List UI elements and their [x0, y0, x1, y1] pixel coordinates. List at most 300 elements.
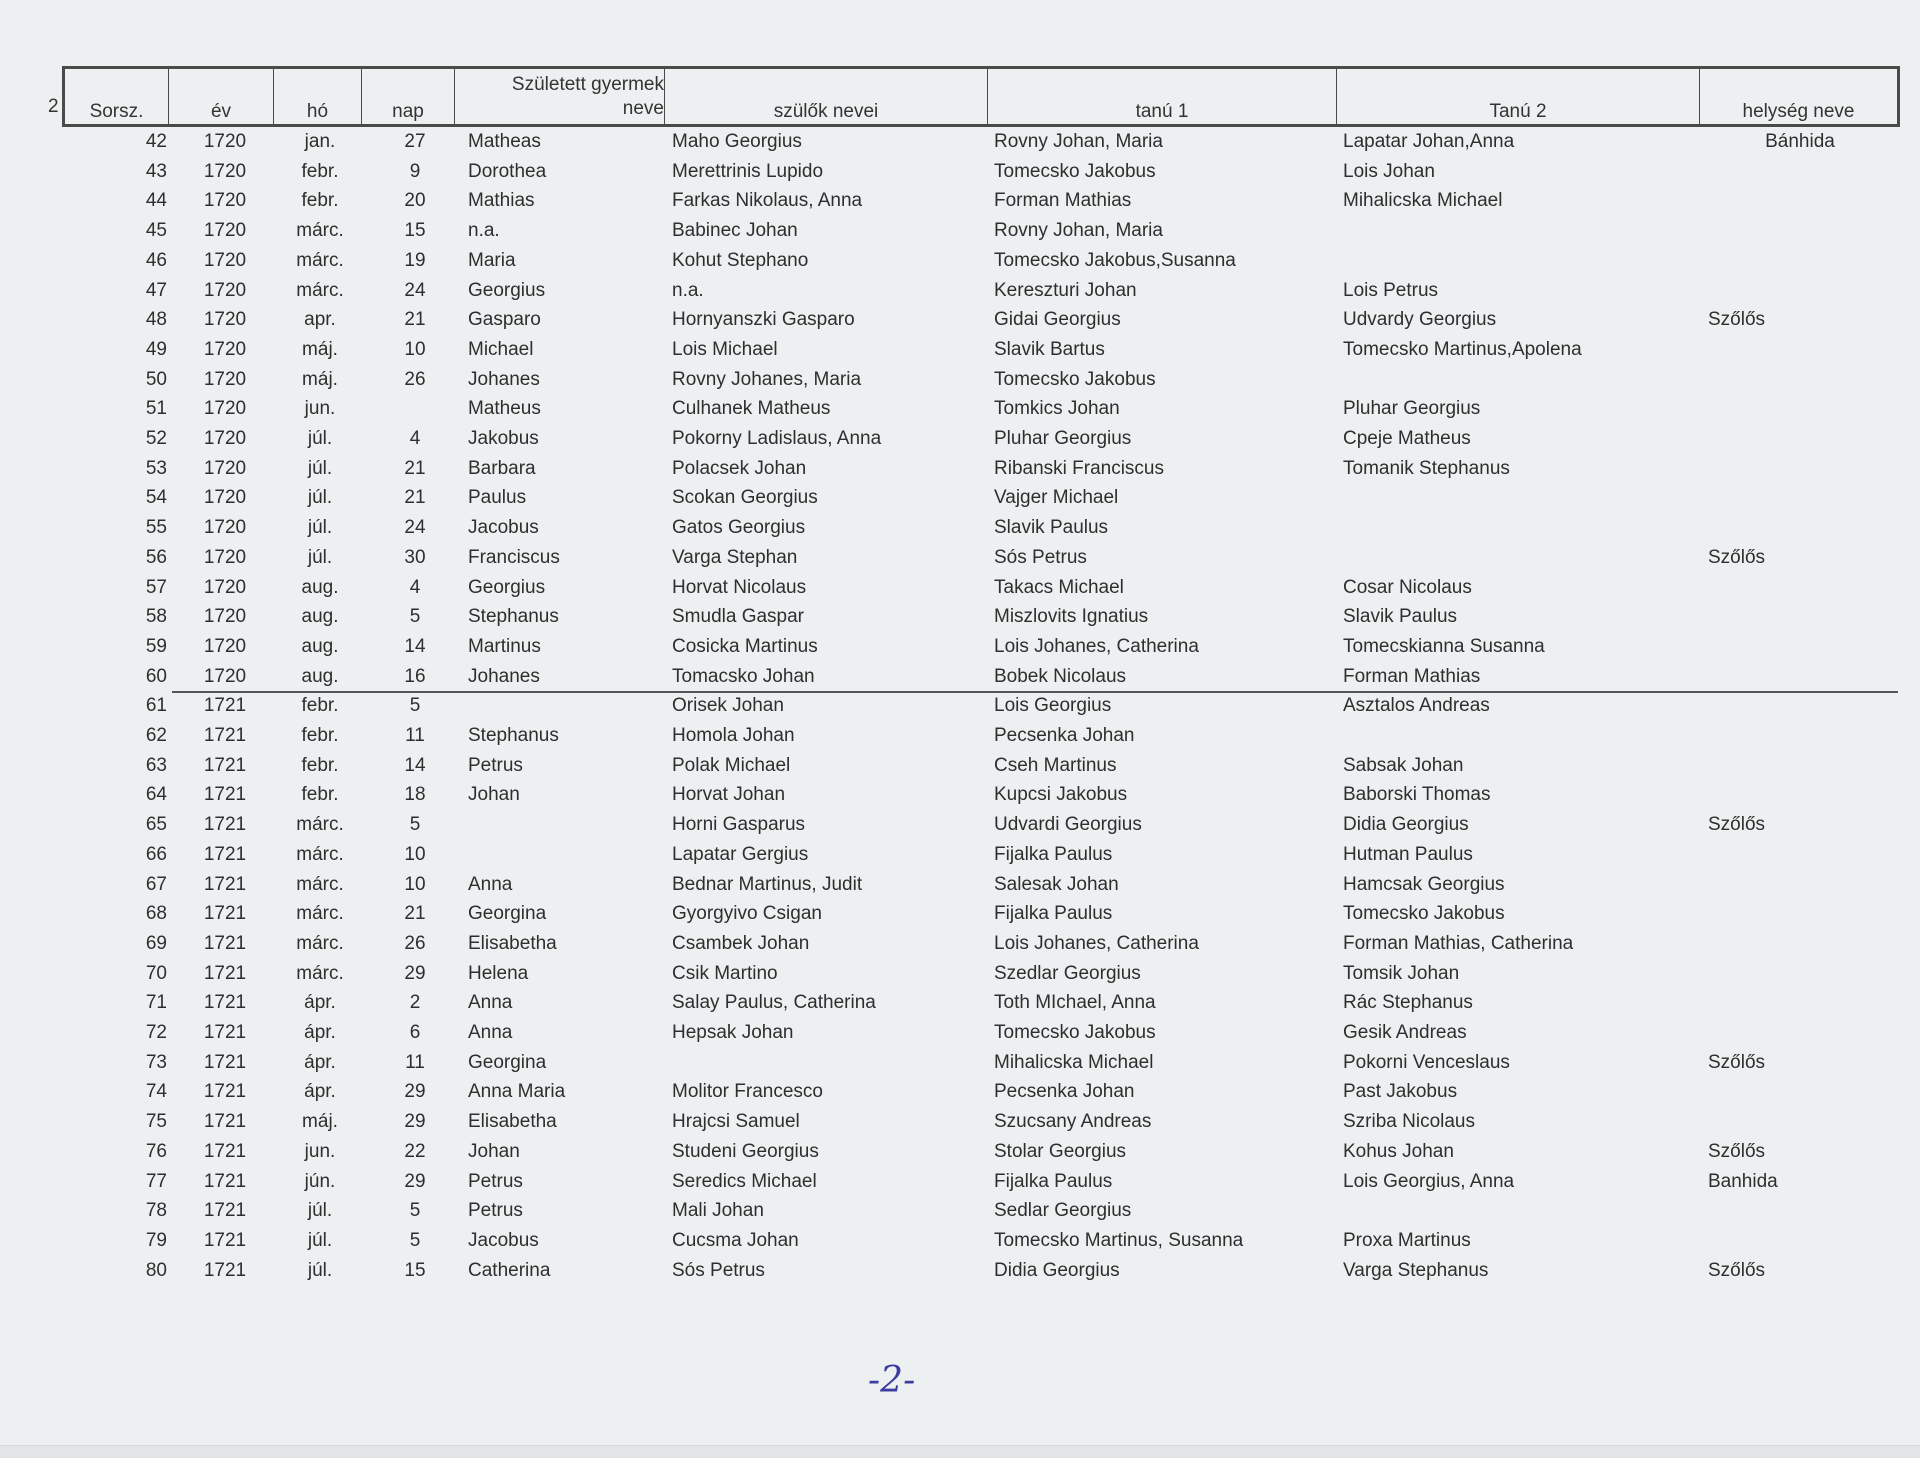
row-witness2: Varga Stephanus — [1343, 1259, 1489, 1281]
row-child-name: Michael — [468, 338, 534, 360]
row-month: jún. — [304, 1170, 336, 1192]
row-day: 29 — [404, 1081, 426, 1103]
row-number: 47 — [145, 279, 167, 301]
row-number: 63 — [145, 754, 167, 776]
row-month: márc. — [296, 220, 344, 242]
row-witness1: Tomecsko Jakobus — [994, 1022, 1156, 1043]
row-parents: Horni Gasparus — [672, 814, 806, 836]
row-day: 18 — [404, 784, 426, 806]
row-witness1: Slavik Bartus — [994, 338, 1105, 360]
row-child-name: Jakobus — [468, 428, 539, 449]
row-child-name: Catherina — [468, 1259, 551, 1281]
row-number: 61 — [145, 695, 167, 717]
row-number: 76 — [145, 1140, 167, 1162]
row-day: 6 — [409, 1022, 421, 1043]
row-child-name: Petrus — [468, 754, 523, 776]
header-witness2: Tanú 2 — [1337, 69, 1700, 124]
row-witness2: Pluhar Georgius — [1343, 398, 1481, 420]
row-parents: Polak Michael — [672, 754, 791, 776]
row-child-name: Johanes — [468, 368, 540, 390]
row-year: 1720 — [203, 517, 247, 539]
row-place: Bánhida — [1765, 131, 1835, 152]
row-parents: Lapatar Gergius — [672, 843, 809, 865]
table-row — [0, 483, 1920, 513]
row-month: márc. — [296, 903, 344, 925]
table-row — [0, 513, 1920, 543]
row-day: 24 — [404, 517, 426, 539]
scan-edge — [0, 1445, 1920, 1458]
row-child-name: Anna Maria — [468, 1081, 566, 1103]
row-day: 5 — [409, 1229, 421, 1251]
row-parents: Hepsak Johan — [672, 1022, 794, 1043]
row-child-name: Dorothea — [468, 160, 547, 182]
row-child-name: Anna — [468, 992, 513, 1014]
row-parents: Polacsek Johan — [672, 457, 807, 479]
row-place: Szőlős — [1708, 309, 1766, 331]
row-child-name: Helena — [468, 962, 529, 984]
row-number: 69 — [145, 932, 167, 954]
table-row — [0, 1107, 1920, 1137]
row-year: 1721 — [203, 695, 247, 717]
row-year: 1721 — [203, 932, 247, 954]
row-year: 1721 — [203, 1111, 247, 1133]
table-row — [0, 424, 1920, 454]
row-place: Banhida — [1708, 1170, 1778, 1192]
row-witness2: Tomanik Stephanus — [1343, 457, 1510, 479]
row-month: márc. — [296, 932, 344, 954]
row-day: 5 — [409, 695, 421, 717]
row-month: ápr. — [304, 992, 336, 1014]
row-place: Szőlős — [1708, 546, 1766, 568]
table-row — [0, 1256, 1920, 1286]
row-parents: Horvat Nicolaus — [672, 576, 807, 598]
row-witness1: Salesak Johan — [994, 873, 1119, 895]
row-witness2: Tomecsko Martinus,Apolena — [1343, 338, 1582, 360]
row-witness1: Lois Johanes, Catherina — [994, 932, 1199, 954]
row-month: márc. — [296, 249, 344, 271]
row-witness1: Fijalka Paulus — [994, 843, 1113, 865]
table-row — [0, 780, 1920, 810]
row-witness1: Tomecsko Jakobus,Susanna — [994, 249, 1236, 271]
row-parents: Molitor Francesco — [672, 1081, 823, 1103]
table-row — [0, 127, 1920, 157]
row-year: 1721 — [203, 843, 247, 865]
row-number: 42 — [145, 131, 167, 152]
table-header — [62, 66, 1900, 127]
row-year: 1720 — [203, 635, 247, 657]
table-row — [0, 1077, 1920, 1107]
row-day: 20 — [404, 190, 426, 212]
row-number: 70 — [145, 962, 167, 984]
table-row — [0, 216, 1920, 246]
row-month: aug. — [301, 665, 339, 687]
row-witness2: Lois Petrus — [1343, 279, 1439, 301]
table-row — [0, 186, 1920, 216]
table-row — [0, 870, 1920, 900]
row-year: 1721 — [203, 754, 247, 776]
row-day: 30 — [404, 546, 426, 568]
row-month: jun. — [304, 1140, 336, 1162]
row-number: 59 — [145, 635, 167, 657]
header-child-line1: Született gyermek — [511, 73, 664, 95]
row-witness1: Rovny Johan, Maria — [994, 131, 1163, 152]
row-year: 1720 — [203, 665, 247, 687]
table-row — [0, 1167, 1920, 1197]
row-day: 29 — [404, 1111, 426, 1133]
row-number: 57 — [145, 576, 167, 598]
row-year: 1720 — [203, 160, 247, 182]
row-year: 1720 — [203, 428, 247, 449]
row-child-name: Johanes — [468, 665, 540, 687]
row-year: 1721 — [203, 992, 247, 1014]
row-number: 64 — [145, 784, 167, 806]
row-month: febr. — [301, 190, 339, 212]
row-witness1: Tomecsko Martinus, Susanna — [994, 1229, 1244, 1251]
row-number: 44 — [145, 190, 167, 212]
row-witness1: Lois Johanes, Catherina — [994, 635, 1199, 657]
row-parents: Csambek Johan — [672, 932, 810, 954]
row-witness1: Tomecsko Jakobus — [994, 368, 1156, 390]
row-day: 11 — [405, 725, 425, 746]
row-parents: Rovny Johanes, Maria — [672, 368, 862, 390]
row-day: 5 — [409, 814, 421, 836]
row-year: 1721 — [203, 1170, 247, 1192]
header-nap: nap — [362, 69, 455, 124]
row-child-name: Elisabetha — [468, 1111, 557, 1133]
row-number: 60 — [145, 665, 167, 687]
row-number: 43 — [145, 160, 167, 182]
table-row — [0, 1137, 1920, 1167]
table-row — [0, 988, 1920, 1018]
row-month: júl. — [307, 1200, 333, 1222]
row-witness1: Fijalka Paulus — [994, 903, 1113, 925]
row-witness1: Forman Mathias — [994, 190, 1132, 212]
row-witness1: Slavik Paulus — [994, 517, 1109, 539]
row-number: 54 — [145, 487, 167, 509]
row-number: 45 — [145, 220, 167, 242]
row-day: 15 — [404, 1259, 426, 1281]
row-witness1: Sedlar Georgius — [994, 1200, 1132, 1222]
row-witness2: Tomsik Johan — [1343, 962, 1460, 984]
row-year: 1720 — [203, 131, 247, 152]
row-child-name: Anna — [468, 1022, 513, 1043]
row-witness2: Kohus Johan — [1343, 1140, 1454, 1162]
table-row — [0, 543, 1920, 573]
row-year: 1720 — [203, 249, 247, 271]
row-number: 74 — [145, 1081, 167, 1103]
row-child-name: Johan — [468, 784, 520, 806]
row-witness2: Cosar Nicolaus — [1343, 576, 1472, 598]
row-parents: Mali Johan — [672, 1200, 764, 1222]
row-child-name: Gasparo — [468, 309, 541, 331]
row-witness1: Didia Georgius — [994, 1259, 1120, 1281]
row-month: febr. — [301, 725, 339, 746]
year-separator-line — [172, 691, 1898, 693]
table-row — [0, 335, 1920, 365]
row-day: 10 — [404, 843, 426, 865]
row-year: 1721 — [203, 1022, 247, 1043]
row-day: 29 — [404, 962, 426, 984]
row-day: 26 — [404, 932, 426, 954]
handwritten-page-number: -2- — [868, 1360, 916, 1401]
table-row — [0, 1196, 1920, 1226]
row-day: 4 — [409, 428, 421, 449]
row-year: 1720 — [203, 487, 247, 509]
row-child-name: Paulus — [468, 487, 527, 509]
row-year: 1721 — [203, 1140, 247, 1162]
row-child-name: Maria — [468, 249, 516, 271]
row-child-name: Mathias — [468, 190, 535, 212]
row-number: 79 — [145, 1229, 167, 1251]
row-parents: Orisek Johan — [672, 695, 784, 717]
row-witness1: Kereszturi Johan — [994, 279, 1137, 301]
row-month: ápr. — [304, 1022, 336, 1043]
table-row — [0, 840, 1920, 870]
row-number: 51 — [145, 398, 167, 420]
row-year: 1720 — [203, 368, 247, 390]
row-parents: Pokorny Ladislaus, Anna — [672, 428, 882, 449]
row-child-name: Georgina — [468, 1051, 547, 1073]
row-witness2: Udvardy Georgius — [1343, 309, 1497, 331]
table-row — [0, 751, 1920, 781]
row-witness2: Baborski Thomas — [1343, 784, 1491, 806]
row-witness2: Lois Johan — [1343, 160, 1435, 182]
row-day: 22 — [404, 1140, 426, 1162]
row-day: 26 — [404, 368, 426, 390]
row-year: 1720 — [203, 338, 247, 360]
row-month: aug. — [301, 576, 339, 598]
row-month: febr. — [301, 160, 339, 182]
row-year: 1721 — [203, 1259, 247, 1281]
sheet-number: 2 — [48, 96, 59, 117]
row-place: Szőlős — [1708, 1259, 1766, 1281]
row-witness1: Stolar Georgius — [994, 1140, 1127, 1162]
row-witness1: Sós Petrus — [994, 546, 1087, 568]
table-row — [0, 365, 1920, 395]
row-parents: Gyorgyivo Csigan — [672, 903, 822, 925]
row-witness1: Pecsenka Johan — [994, 725, 1135, 746]
row-child-name: Johan — [468, 1140, 520, 1162]
header-child — [455, 69, 665, 124]
row-parents: Farkas Nikolaus, Anna — [672, 190, 863, 212]
row-witness2: Mihalicska Michael — [1343, 190, 1503, 212]
table-row — [0, 721, 1920, 751]
row-day: 29 — [404, 1170, 426, 1192]
row-day: 27 — [404, 131, 426, 152]
row-witness2: Lois Georgius, Anna — [1343, 1170, 1515, 1192]
row-witness1: Udvardi Georgius — [994, 814, 1142, 836]
table-row — [0, 246, 1920, 276]
row-child-name: Anna — [468, 873, 513, 895]
row-witness1: Pecsenka Johan — [994, 1081, 1135, 1103]
row-month: ápr. — [304, 1081, 336, 1103]
header-ho: hó — [274, 69, 362, 124]
row-month: máj. — [302, 368, 338, 390]
row-number: 50 — [145, 368, 167, 390]
row-year: 1721 — [203, 1200, 247, 1222]
row-year: 1721 — [203, 903, 247, 925]
row-place: Szőlős — [1708, 814, 1766, 836]
row-parents: Kohut Stephano — [672, 249, 809, 271]
row-month: júl. — [307, 457, 333, 479]
header-parents: szülők nevei — [665, 69, 988, 124]
table-row — [0, 1226, 1920, 1256]
row-witness1: Vajger Michael — [994, 487, 1119, 509]
row-witness1: Cseh Martinus — [994, 754, 1117, 776]
row-parents: Varga Stephan — [672, 546, 798, 568]
row-number: 56 — [145, 546, 167, 568]
row-month: ápr. — [304, 1051, 336, 1073]
row-month: febr. — [301, 784, 339, 806]
row-year: 1721 — [203, 814, 247, 836]
table-row — [0, 810, 1920, 840]
row-year: 1721 — [203, 784, 247, 806]
row-day: 21 — [404, 309, 426, 331]
header-sorsz: Sorsz. — [65, 69, 169, 124]
row-month: márc. — [296, 279, 344, 301]
row-year: 1720 — [203, 398, 247, 420]
row-number: 58 — [145, 606, 167, 628]
row-parents: Lois Michael — [672, 338, 778, 360]
row-child-name: Elisabetha — [468, 932, 557, 954]
table-row — [0, 573, 1920, 603]
table-row — [0, 1018, 1920, 1048]
row-day: 2 — [409, 992, 421, 1014]
row-witness1: Ribanski Franciscus — [994, 457, 1164, 479]
row-month: júl. — [307, 1259, 333, 1281]
row-witness2: Hamcsak Georgius — [1343, 873, 1505, 895]
row-month: máj. — [302, 338, 338, 360]
row-child-name: Matheus — [468, 398, 541, 420]
header-place: helység neve — [1742, 101, 1855, 122]
table-row — [0, 305, 1920, 335]
row-day: 21 — [404, 903, 426, 925]
table-row — [0, 394, 1920, 424]
row-witness1: Pluhar Georgius — [994, 428, 1132, 449]
row-witness2: Tomecskianna Susanna — [1343, 635, 1545, 657]
row-number: 66 — [145, 843, 167, 865]
row-number: 53 — [145, 457, 167, 479]
row-parents: n.a. — [672, 279, 704, 301]
row-year: 1720 — [203, 546, 247, 568]
row-day: 10 — [404, 338, 426, 360]
row-child-name: Georgina — [468, 903, 547, 925]
row-number: 46 — [145, 249, 167, 271]
row-witness1: Szucsany Andreas — [994, 1111, 1152, 1133]
row-parents: Salay Paulus, Catherina — [672, 992, 876, 1014]
row-month: jun. — [304, 398, 336, 420]
row-month: máj. — [302, 1111, 338, 1133]
row-witness1: Miszlovits Ignatius — [994, 606, 1149, 628]
row-number: 68 — [145, 903, 167, 925]
row-witness1: Szedlar Georgius — [994, 962, 1141, 984]
row-year: 1720 — [203, 279, 247, 301]
row-witness1: Toth MIchael, Anna — [994, 992, 1156, 1014]
row-parents: Homola Johan — [672, 725, 795, 746]
row-month: júl. — [307, 487, 333, 509]
row-year: 1720 — [203, 457, 247, 479]
row-witness1: Lois Georgius — [994, 695, 1112, 717]
row-child-name: Franciscus — [468, 546, 560, 568]
row-day: 4 — [409, 576, 421, 598]
row-child-name: Matheas — [468, 131, 541, 152]
row-month: jan. — [304, 131, 336, 152]
table-row — [0, 157, 1920, 187]
row-day: 16 — [404, 665, 426, 687]
row-year: 1721 — [203, 873, 247, 895]
row-witness1: Rovny Johan, Maria — [994, 220, 1163, 242]
row-parents: Bednar Martinus, Judit — [672, 873, 863, 895]
row-parents: Hornyanszki Gasparo — [672, 309, 855, 331]
row-day: 15 — [404, 220, 426, 242]
table-row — [0, 959, 1920, 989]
row-day: 21 — [404, 457, 426, 479]
row-witness2: Proxa Martinus — [1343, 1229, 1471, 1251]
table-row — [0, 1048, 1920, 1078]
row-witness1: Gidai Georgius — [994, 309, 1121, 331]
table-row — [0, 929, 1920, 959]
row-witness1: Mihalicska Michael — [994, 1051, 1154, 1073]
row-year: 1720 — [203, 220, 247, 242]
row-witness2: Tomecsko Jakobus — [1343, 903, 1505, 925]
row-day: 9 — [409, 160, 421, 182]
row-month: márc. — [296, 843, 344, 865]
table-row — [0, 899, 1920, 929]
row-child-name: Jacobus — [468, 517, 539, 539]
row-witness2: Hutman Paulus — [1343, 843, 1473, 865]
row-number: 67 — [145, 873, 167, 895]
row-child-name: Stephanus — [468, 606, 559, 628]
row-child-name: Georgius — [468, 279, 546, 301]
row-number: 52 — [145, 428, 167, 449]
row-child-name: n.a. — [468, 220, 500, 242]
row-parents: Studeni Georgius — [672, 1140, 819, 1162]
row-year: 1721 — [203, 1081, 247, 1103]
table-row — [0, 632, 1920, 662]
row-parents: Scokan Georgius — [672, 487, 818, 509]
row-day: 5 — [409, 1200, 421, 1222]
table-row — [0, 454, 1920, 484]
row-parents: Smudla Gaspar — [672, 606, 805, 628]
row-year: 1720 — [203, 190, 247, 212]
row-day: 24 — [404, 279, 426, 301]
row-day: 21 — [404, 487, 426, 509]
row-child-name: Petrus — [468, 1170, 523, 1192]
row-witness1: Takacs Michael — [994, 576, 1124, 598]
row-year: 1720 — [203, 576, 247, 598]
row-witness1: Tomkics Johan — [994, 398, 1120, 420]
row-month: febr. — [301, 754, 339, 776]
row-witness1: Bobek Nicolaus — [994, 665, 1127, 687]
row-month: febr. — [301, 695, 339, 717]
row-number: 80 — [145, 1259, 167, 1281]
row-month: márc. — [296, 962, 344, 984]
row-number: 71 — [145, 992, 167, 1014]
row-parents: Cosicka Martinus — [672, 635, 818, 657]
row-witness2: Sabsak Johan — [1343, 754, 1464, 776]
row-month: márc. — [296, 814, 344, 836]
row-child-name: Martinus — [468, 635, 541, 657]
row-day: 11 — [405, 1051, 425, 1073]
row-child-name: Barbara — [468, 457, 536, 479]
table-row — [0, 276, 1920, 306]
row-day: 19 — [404, 249, 426, 271]
row-witness2: Rác Stephanus — [1343, 992, 1473, 1014]
row-child-name: Jacobus — [468, 1229, 539, 1251]
row-witness2: Gesik Andreas — [1343, 1022, 1467, 1043]
row-month: márc. — [296, 873, 344, 895]
row-child-name: Georgius — [468, 576, 546, 598]
